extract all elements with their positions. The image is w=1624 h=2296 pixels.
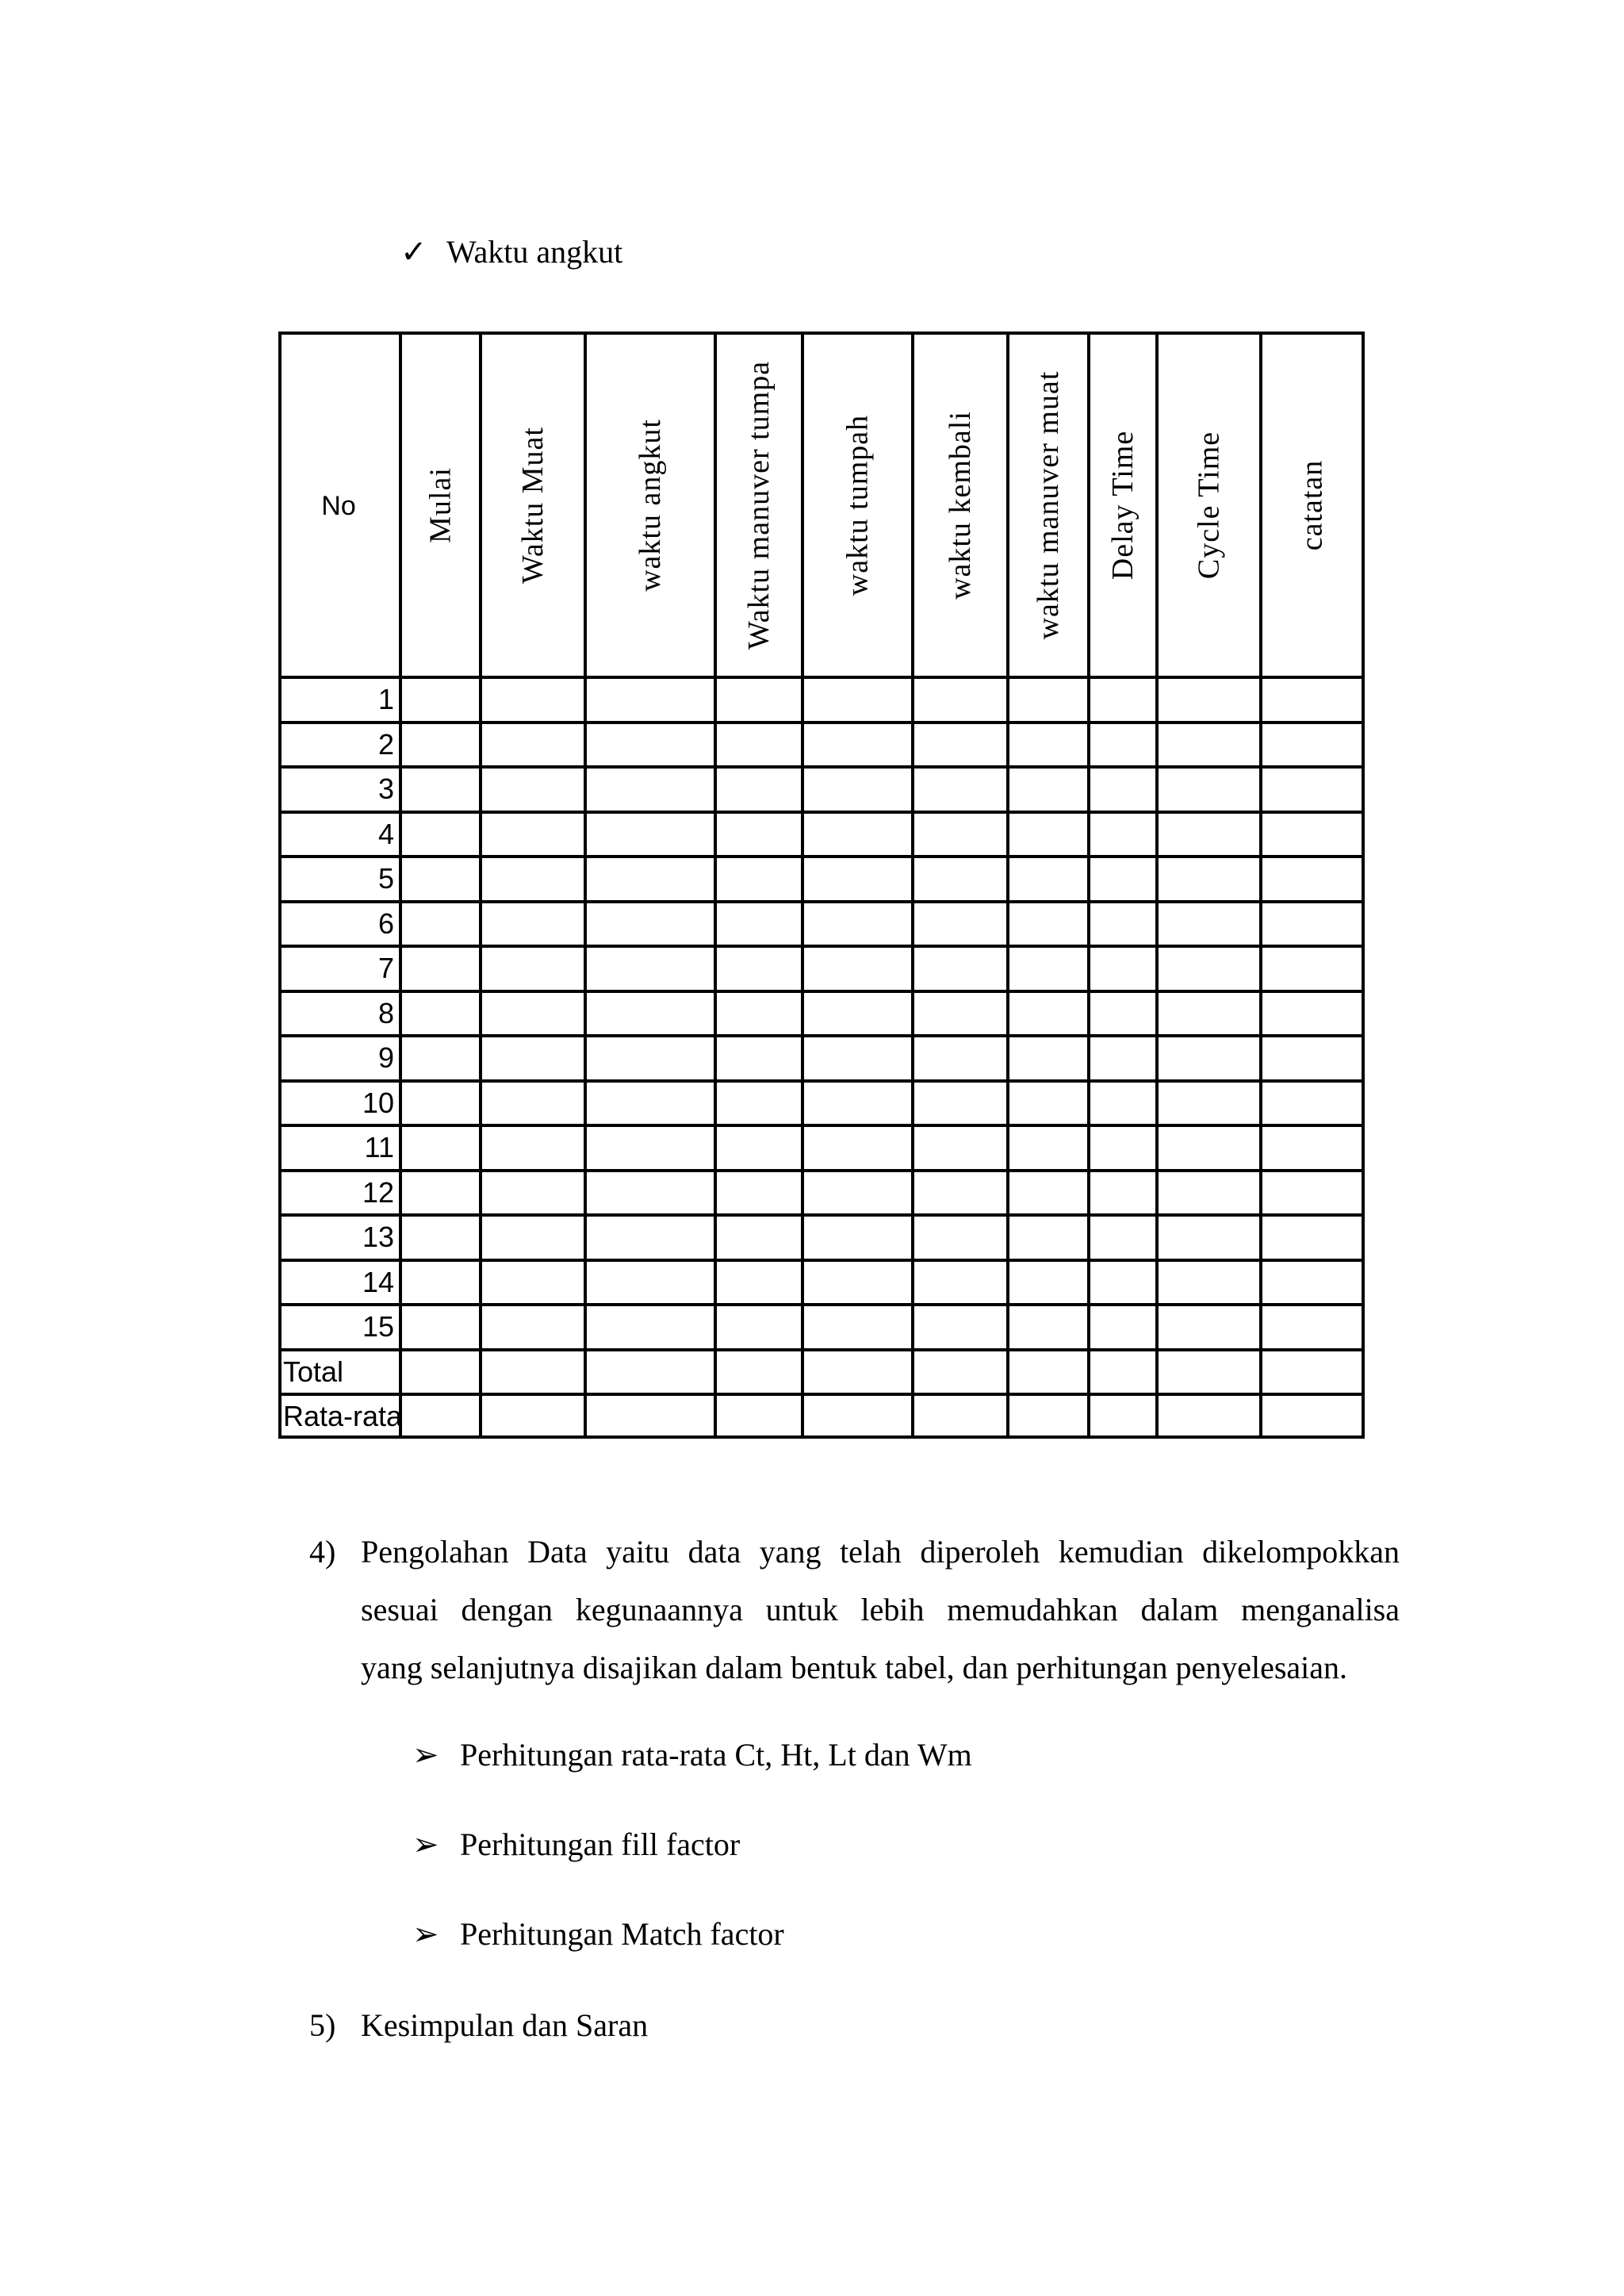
checkmark-icon: ✓ bbox=[400, 234, 427, 270]
data-table bbox=[278, 332, 1365, 1439]
column-header: Cycle Time bbox=[1192, 431, 1226, 580]
table-column-line bbox=[1006, 332, 1009, 1439]
table-row-line bbox=[278, 811, 1365, 814]
table-column-line bbox=[714, 332, 717, 1439]
row-number: 6 bbox=[377, 907, 394, 940]
table-row-line bbox=[278, 855, 1365, 858]
row-number: 1 bbox=[377, 683, 394, 715]
table-column-line bbox=[1087, 332, 1090, 1439]
header-no: No bbox=[321, 491, 356, 521]
table-row-line bbox=[278, 1435, 1365, 1439]
column-header: waktu tumpah bbox=[841, 414, 875, 596]
bullet-item bbox=[412, 1731, 972, 1779]
table-row-line bbox=[278, 900, 1365, 903]
table-row-line bbox=[278, 1213, 1365, 1217]
arrow-bullet-icon: ➢ bbox=[412, 1737, 439, 1773]
step-5-number: 5) bbox=[309, 2007, 336, 2043]
step-5-text: Kesimpulan dan Saran bbox=[361, 2007, 649, 2043]
summary-row-label: Rata-rata bbox=[283, 1400, 403, 1432]
step-4-paragraph bbox=[361, 1523, 1400, 1696]
table-row-line bbox=[278, 721, 1365, 724]
table-column-line bbox=[911, 332, 914, 1439]
table-row-line bbox=[278, 765, 1365, 769]
column-header: Mulai bbox=[423, 467, 458, 543]
row-number: 8 bbox=[377, 996, 394, 1029]
row-number: 11 bbox=[364, 1131, 394, 1163]
step-4-line: sesuai dengan kegunaannya untuk lebih memudahkan dalam menganalisa bbox=[361, 1592, 1400, 1627]
bullet-item bbox=[412, 1911, 784, 1958]
column-header: Waktu Muat bbox=[516, 427, 550, 584]
row-number: 15 bbox=[362, 1310, 394, 1343]
row-number: 12 bbox=[362, 1175, 394, 1209]
table-column-line bbox=[1362, 332, 1365, 1439]
row-number: 9 bbox=[377, 1041, 394, 1074]
row-number: 5 bbox=[377, 862, 394, 895]
section-item-label: Waktu angkut bbox=[446, 234, 623, 270]
table-row-line bbox=[278, 1259, 1365, 1262]
row-number: 10 bbox=[362, 1086, 394, 1119]
table-row-line bbox=[278, 1034, 1365, 1037]
row-number: 14 bbox=[362, 1265, 394, 1298]
table-column-line bbox=[801, 332, 804, 1439]
column-header: waktu manuver muat bbox=[1032, 370, 1065, 640]
column-header: waktu angkut bbox=[634, 419, 667, 592]
arrow-bullet-icon: ➢ bbox=[412, 1826, 439, 1862]
row-number: 2 bbox=[377, 727, 394, 761]
table-column-line bbox=[1259, 332, 1262, 1439]
table-column-line bbox=[479, 332, 482, 1439]
table-row-line bbox=[278, 1124, 1365, 1127]
table-column-line bbox=[584, 332, 587, 1439]
table-column-line bbox=[399, 332, 402, 1439]
step-4-number: 4) bbox=[309, 1534, 336, 1570]
step-4-line: Pengolahan Data yaitu data yang telah diperoleh kemudian dikelompokkan bbox=[361, 1534, 1400, 1570]
table-row-line bbox=[278, 1079, 1365, 1083]
section-item bbox=[400, 228, 622, 276]
table-row-line bbox=[278, 990, 1365, 993]
bullet-text: Perhitungan Match factor bbox=[460, 1916, 784, 1952]
column-header: waktu kembali bbox=[944, 411, 977, 600]
summary-row-label: Total bbox=[283, 1355, 344, 1388]
column-header: catatan bbox=[1295, 459, 1329, 551]
bullet-text: Perhitungan rata-rata Ct, Ht, Lt dan Wm bbox=[460, 1737, 972, 1773]
table-row-line bbox=[278, 1393, 1365, 1396]
bullet-item bbox=[412, 1821, 740, 1869]
column-header: Delay Time bbox=[1106, 430, 1139, 581]
row-number: 7 bbox=[377, 952, 394, 984]
table-row-line bbox=[278, 1169, 1365, 1172]
bullet-text: Perhitungan fill factor bbox=[460, 1826, 741, 1862]
table-column-line bbox=[1155, 332, 1159, 1439]
row-number: 3 bbox=[377, 772, 394, 805]
row-number: 13 bbox=[362, 1221, 394, 1253]
table-row-line bbox=[278, 945, 1365, 948]
column-header: Waktu manuver tumpa bbox=[742, 360, 776, 650]
arrow-bullet-icon: ➢ bbox=[412, 1916, 439, 1952]
step-4-line: yang selanjutnya disajikan dalam bentuk tabel, dan perhitungan penyelesaian. bbox=[361, 1650, 1348, 1685]
row-number: 4 bbox=[377, 817, 394, 850]
table-row-line bbox=[278, 1303, 1365, 1306]
table-row-line bbox=[278, 1348, 1365, 1351]
